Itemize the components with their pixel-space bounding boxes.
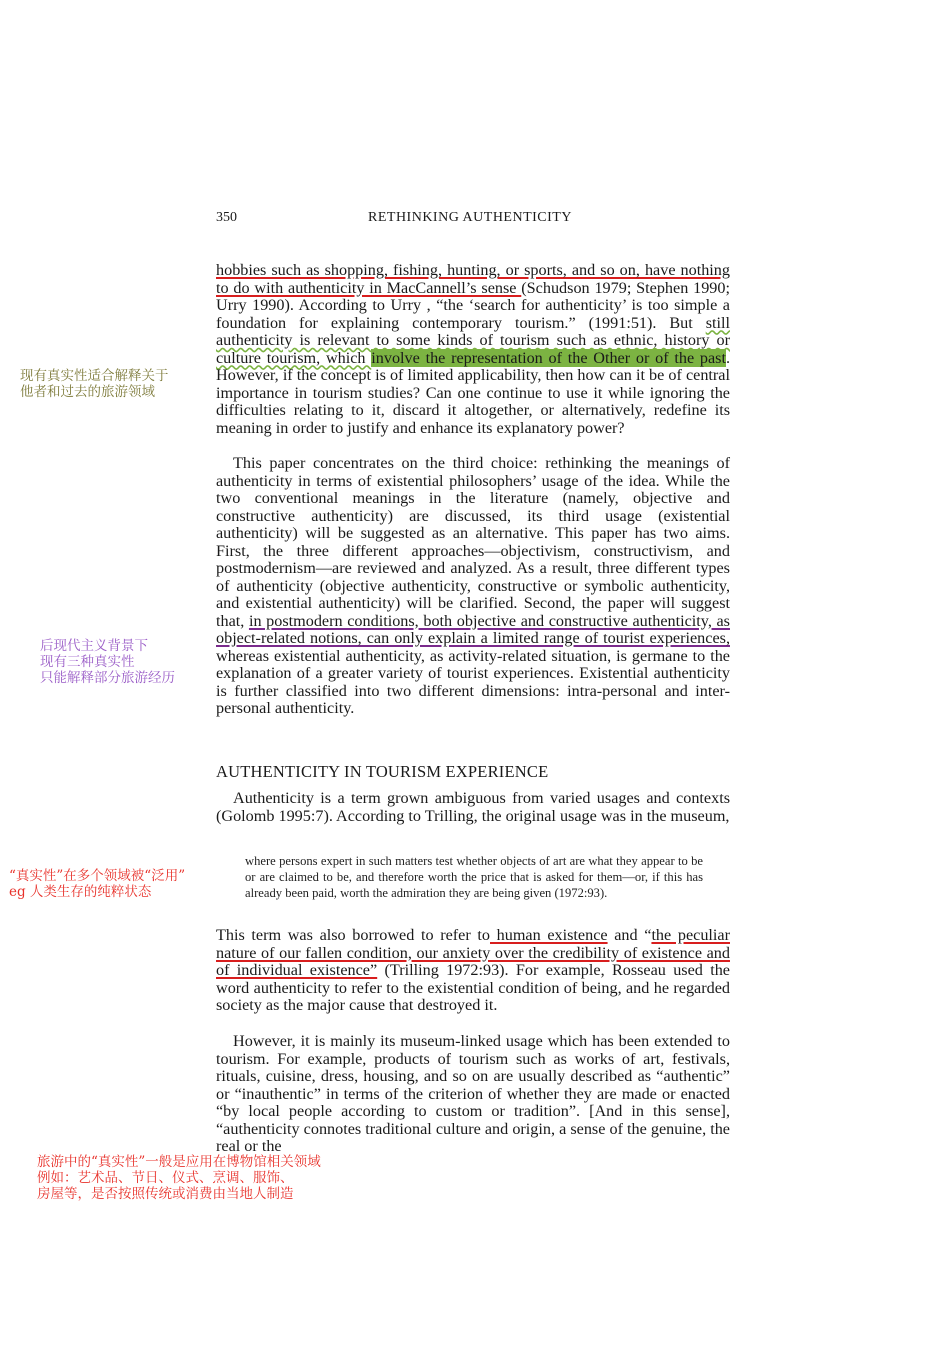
paragraph-4 [216, 927, 730, 1015]
text-span: whereas existential authenticity, as activity-related situation, is germane to the explanation of a greater variety of tourist experiences. Existential authenticity is further classified into two different dimensions: intra-personal and inter-personal authenticity. [216, 646, 730, 717]
paragraph-3: Authenticity is a term grown ambiguous from varied usages and contexts (Golomb 1995:7). According to Trilling, the original usage was in the museum, [216, 789, 730, 825]
page-number: 350 [216, 210, 237, 225]
running-title: RETHINKING AUTHENTICITY [368, 210, 572, 225]
note-line: 现有三种真实性 [40, 654, 135, 670]
text-span: and “ [607, 926, 652, 944]
margin-note-red-1 [9, 868, 185, 900]
text-span: (Trilling 1972:93). For example, Rosseau used the word authenticity to refer to the existential condition of being, and he regarded society as the major cause that destroyed it. [216, 961, 730, 1014]
paragraph-5: However, it is mainly its museum-linked usage which has been extended to tourism. For example, products of tourism such as works of art, festivals, rituals, cuisine, dress, housing, and so on are usually described as “authentic” or “inauthentic” in terms of the criterion of whether they are made or enacted “by local people according to custom or tradition”. [And in this sense], “authenticity connotes traditional culture and origin, a sense of the genuine, the real or the [216, 1032, 730, 1155]
block-quote: where persons expert in such matters test whether objects of art are what they appear to be or are claimed to be, and therefore worth the price that is asked for them—or, if this has already been paid, worth the admiration they are being given (1972:93). [245, 854, 703, 900]
text-span: (Schudson 1979; Stephen 1990; Urry 1990). According to Urry , “the ‘search for authenticity’ is too simple a foundation for explaining contemporary tourism.” (1991:51). But [216, 278, 730, 332]
text-span: This term was also borrowed to refer to [216, 926, 490, 944]
text-span: . However, if the concept is of limited applicability, then how can it be of central importance in tourism studies? Can one continue to use it while ignoring the difficulties relating to it, discard it altogether, or alternatively, redefine its meaning in order to justify and enhance its explanatory power? [216, 348, 730, 437]
note-line: “真实性”在多个领域被“泛用” [9, 868, 186, 884]
wavy-underline-span: still authenticity is relevant to some kinds of tourism such as ethnic, history or culture tourism, which [216, 313, 730, 367]
purple-underline-span: in postmodern conditions, both objective and constructive authenticity, as object-related notions, can only explain a limited range of tourist experiences, [216, 611, 730, 647]
note-line: 他者和过去的旅游领域 [20, 384, 155, 400]
note-line: 旅游中的“真实性”一般是应用在博物馆相关领域 [37, 1154, 321, 1170]
margin-note-olive [20, 368, 169, 400]
margin-note-red-2 [37, 1154, 321, 1202]
margin-note-purple [40, 638, 175, 686]
text-span: This paper concentrates on the third choice: rethinking the meanings of authenticity in terms of existential philosophers’ usage of the idea. While the two conventional meanings in the literature (namely, objective and constructive authenticity) are discussed, its third usage (existential authenticity) will be suggested as an alternative. This paper has two aims. First, the three different approaches—objectivism, constructivism, and postmodernism—are reviewed and analyzed. As a result, three different types of authenticity (objective authenticity, constructive or symbolic authenticity, and existential authenticity) will be clarified. Second, the paper will suggest that, [216, 454, 730, 630]
note-line: 只能解释部分旅游经历 [40, 670, 175, 686]
red-underline-span: human existence [490, 926, 608, 944]
paragraph-2 [216, 455, 730, 718]
note-line: 例如：艺术品、节日、仪式、烹调、服饰、 [37, 1170, 294, 1186]
note-line: 房屋等，是否按照传统或消费由当地人制造 [37, 1186, 294, 1202]
green-highlight-span: involve the representation of the Other or of the past [371, 348, 726, 367]
note-line: eg 人类生存的纯粹状态 [9, 884, 152, 900]
note-line: 后现代主义背景下 [40, 638, 148, 654]
paragraph-1 [216, 262, 730, 437]
section-heading: AUTHENTICITY IN TOURISM EXPERIENCE [216, 762, 549, 781]
red-underline-span: hobbies such as shopping, fishing, hunting, or sports, and so on, have nothing to do with authenticity in MacCannell’s sense [216, 261, 730, 297]
note-line: 现有真实性适合解释关于 [20, 368, 169, 384]
red-underline-span: the peculiar nature of our fallen condition, our anxiety over the credibility of existence and of individual existence” [216, 926, 730, 979]
